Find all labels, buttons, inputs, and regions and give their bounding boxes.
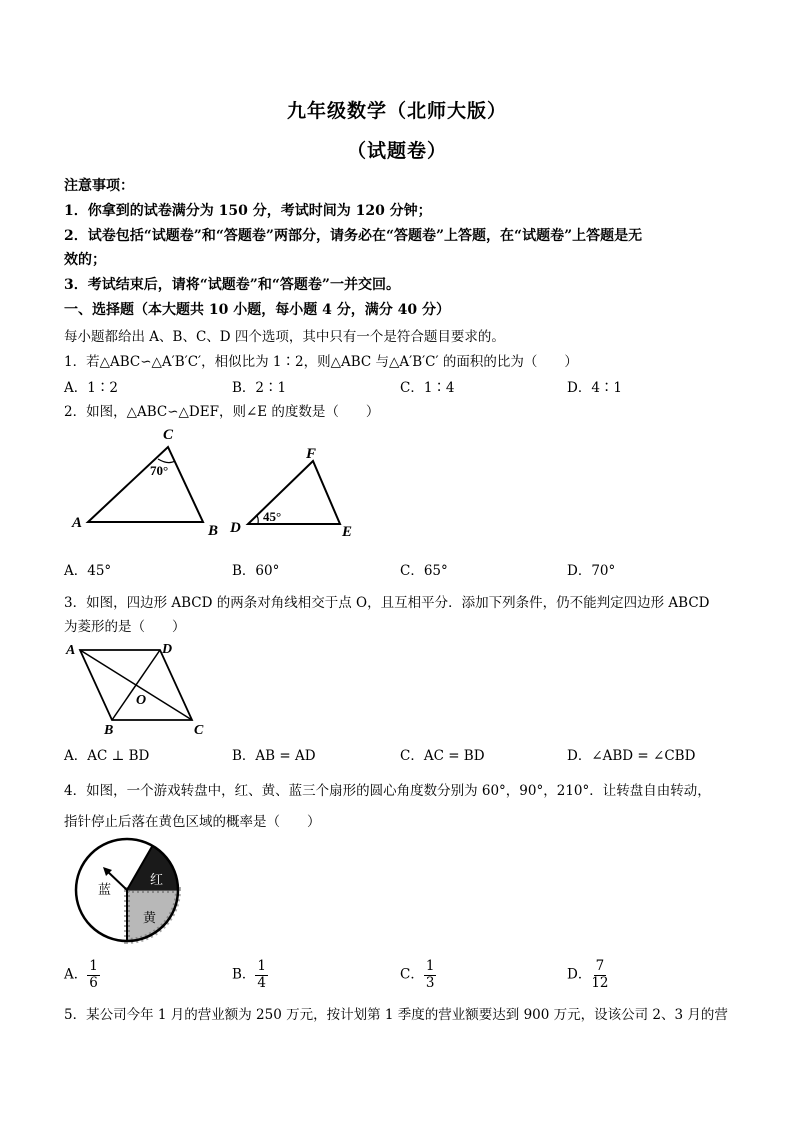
label-a: A xyxy=(66,643,76,658)
q4-option-b: B． $\frac{1}{4}$ xyxy=(232,958,267,991)
q4-option-d: D． $\frac{7}{12}$ xyxy=(567,958,609,991)
triangle-abc xyxy=(88,447,203,522)
label-o: O xyxy=(136,693,147,708)
angle-70-label: 70° xyxy=(150,463,169,478)
q2-option-d: D．70° xyxy=(567,563,616,579)
q1-option-b: B．2∶1 xyxy=(232,380,287,396)
label-c: C xyxy=(194,723,204,738)
q1-option-d: D．4∶1 xyxy=(567,380,623,396)
q2-option-a: A．45° xyxy=(64,563,112,579)
question-1-stem: 1．若△ABC∽△A′B′C′，相似比为 1∶2，则△ABC 与△A′B′C′ 的面积的比为（ ） xyxy=(64,354,578,370)
triangle-def xyxy=(248,461,340,524)
q3-option-c: C．AC = BD xyxy=(400,748,485,764)
label-d: D xyxy=(230,520,241,536)
q2-option-c: C．65° xyxy=(400,563,448,579)
q3-option-d: D．∠ABD = ∠CBD xyxy=(567,748,696,764)
page-title: 九年级数学（北师大版） xyxy=(286,100,507,122)
q3-option-b: B．AB = AD xyxy=(232,748,316,764)
page-subtitle: （试题卷） xyxy=(346,140,447,162)
q1-option-c: C．1∶4 xyxy=(400,380,455,396)
question-3-stem: 3．如图，四边形 ABCD 的两条对角线相交于点 O，且互相平分．添加下列条件，仍不能判定四边形 ABCD xyxy=(64,595,710,611)
diagonal-bd xyxy=(112,650,160,720)
section-heading: 一、选择题（本大题共 10 小题，每小题 4 分，满分 40 分） xyxy=(64,302,450,318)
q4-option-c: C． $\frac{1}{3}$ xyxy=(400,958,435,991)
label-yellow: 黄 xyxy=(143,911,157,926)
label-b: B xyxy=(104,723,114,738)
q4-option-a: A． $\frac{1}{6}$ xyxy=(64,958,98,991)
q3-parallelogram-figure xyxy=(60,638,220,738)
question-4-stem: 4．如图，一个游戏转盘中，红、黄、蓝三个扇形的圆心角度数分别为 60°，90°，210°．让转盘自由转动， xyxy=(64,783,711,799)
q1-option-a: A．1∶2 xyxy=(64,380,118,396)
q2-triangles-figure xyxy=(60,425,370,545)
angle-45-label: 45° xyxy=(263,509,282,524)
label-e: E xyxy=(342,524,353,540)
notice-heading: 注意事项： xyxy=(64,178,134,194)
notice-item-3: 3．考试结束后，请将“试题卷”和“答题卷”一并交回。 xyxy=(64,277,400,293)
q2-option-b: B．60° xyxy=(232,563,280,579)
label-c: C xyxy=(163,427,174,443)
q3-option-a: A．AC ⊥ BD xyxy=(64,748,150,764)
label-d: D xyxy=(162,642,173,657)
question-2-stem: 2．如图，△ABC∽△DEF，则∠E 的度数是（ ） xyxy=(64,404,380,420)
label-blue: 蓝 xyxy=(98,883,112,898)
label-f: F xyxy=(306,446,317,462)
question-3-stem-cont: 为菱形的是（ ） xyxy=(64,619,186,635)
question-5-stem: 5．某公司今年 1 月的营业额为 250 万元，按计划第 1 季度的营业额要达到 900 万元，设该公司 2、3 月的营 xyxy=(64,1007,728,1023)
question-4-stem-cont: 指针停止后落在黄色区域的概率是（ ） xyxy=(64,814,321,830)
notice-item-2: 2．试卷包括“试题卷”和“答题卷”两部分，请务必在“答题卷”上答题，在“试题卷”上答题是无 xyxy=(64,228,643,244)
label-b: B xyxy=(208,523,219,539)
label-red: 红 xyxy=(150,873,164,888)
q4-spinner-figure xyxy=(70,834,190,952)
notice-item-1: 1．你拿到的试卷满分为 150 分，考试时间为 120 分钟； xyxy=(64,203,432,219)
section-intro: 每小题都给出 A、B、C、D 四个选项，其中只有一个是符合题目要求的。 xyxy=(64,329,505,345)
notice-item-2-cont: 效的； xyxy=(64,252,106,268)
label-a: A xyxy=(72,515,83,531)
